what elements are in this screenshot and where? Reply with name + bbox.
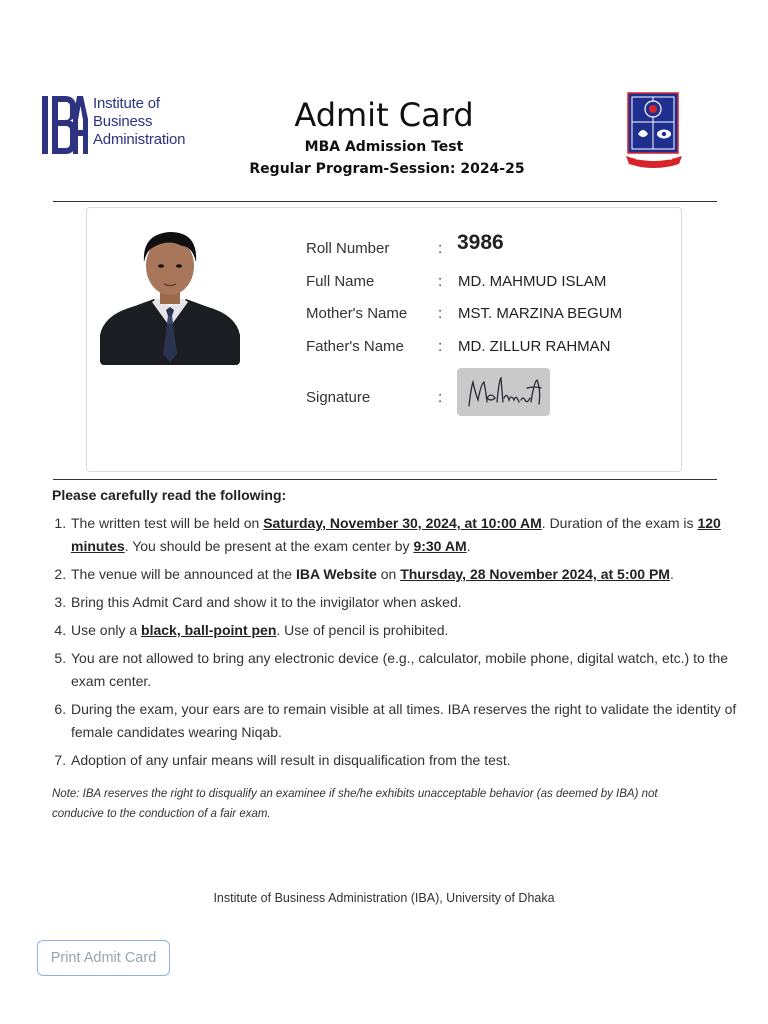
instruction-text: .	[466, 538, 471, 554]
exam-duration: 120 minutes	[71, 515, 721, 554]
iba-logo-line: Institute of	[93, 95, 160, 112]
university-of-dhaka-seal-icon	[626, 92, 682, 170]
card-divider	[53, 479, 717, 480]
instruction-text: . You should be present at the exam center by	[124, 538, 414, 554]
field-separator: :	[438, 305, 443, 322]
exam-datetime: Saturday, November 30, 2024, at 10:00 AM	[263, 515, 542, 531]
page-subtitle: MBA Admission Test	[304, 139, 464, 155]
venue-announcement-datetime: Thursday, 28 November 2024, at 5:00 PM	[400, 566, 670, 582]
instruction-text: You are not allowed to bring any electronic device (e.g., calculator, mobile phone, digital watch, etc.) to the exam center.	[71, 650, 729, 689]
instructions-list	[52, 512, 740, 777]
iba-website-text: IBA Website	[295, 566, 377, 582]
disqualification-note: Note: IBA reserves the right to disqualify an examinee if she/he exhibits unacceptable behavior (as deemed by IBA) not conducive to the conduction of a fair exam.	[52, 788, 658, 820]
instruction-text: .	[669, 566, 674, 582]
field-separator: :	[438, 389, 443, 406]
mothers-name-label: Mother's Name	[306, 305, 408, 322]
instruction-text: The written test will be held on	[71, 515, 264, 531]
page-title: Admit Card	[294, 96, 474, 134]
field-separator: :	[438, 273, 443, 290]
instruction-text: Adoption of any unfair means will result in disqualification from the test.	[71, 752, 511, 768]
signature-image	[457, 368, 550, 416]
field-separator: :	[438, 240, 443, 257]
list-item	[70, 647, 740, 693]
instruction-text: . Duration of the exam is	[541, 515, 698, 531]
list-item	[70, 563, 740, 586]
pen-requirement: black, ball-point pen	[141, 622, 277, 638]
report-time: 9:30 AM	[413, 538, 467, 554]
iba-logo-line: Administration	[93, 131, 186, 148]
candidate-photo	[100, 220, 240, 365]
mothers-name-value: MST. MARZINA BEGUM	[458, 305, 623, 322]
list-item	[70, 591, 740, 614]
list-item	[70, 619, 740, 642]
signature-label: Signature	[306, 389, 371, 406]
instruction-text: Use only a	[71, 622, 142, 638]
fathers-name-value: MD. ZILLUR RAHMAN	[458, 338, 611, 355]
list-item	[70, 749, 740, 772]
full-name-label: Full Name	[306, 273, 375, 290]
full-name-value: MD. MAHMUD ISLAM	[458, 273, 607, 290]
instruction-text: The venue will be announced at the	[71, 566, 296, 582]
iba-logo-line: Business	[93, 113, 153, 130]
instruction-text: on	[376, 566, 401, 582]
field-separator: :	[438, 338, 443, 355]
header-divider	[53, 201, 717, 202]
list-item	[70, 698, 740, 744]
list-item	[70, 512, 740, 558]
roll-number-label: Roll Number	[306, 240, 390, 257]
instructions-heading: Please carefully read the following:	[52, 487, 287, 503]
print-admit-card-button[interactable]: Print Admit Card	[37, 940, 170, 976]
fathers-name-label: Father's Name	[306, 338, 404, 355]
roll-number-value: 3986	[457, 231, 504, 254]
instruction-text: Bring this Admit Card and show it to the invigilator when asked.	[71, 594, 462, 610]
instruction-text: During the exam, your ears are to remain visible at all times. IBA reserves the right to validate the identity of female candidates wearing Niqab.	[71, 701, 737, 740]
instruction-text: . Use of pencil is prohibited.	[276, 622, 449, 638]
footer-text: Institute of Business Administration (IBA), University of Dhaka	[213, 891, 555, 905]
session-line: Regular Program-Session: 2024-25	[249, 161, 525, 177]
